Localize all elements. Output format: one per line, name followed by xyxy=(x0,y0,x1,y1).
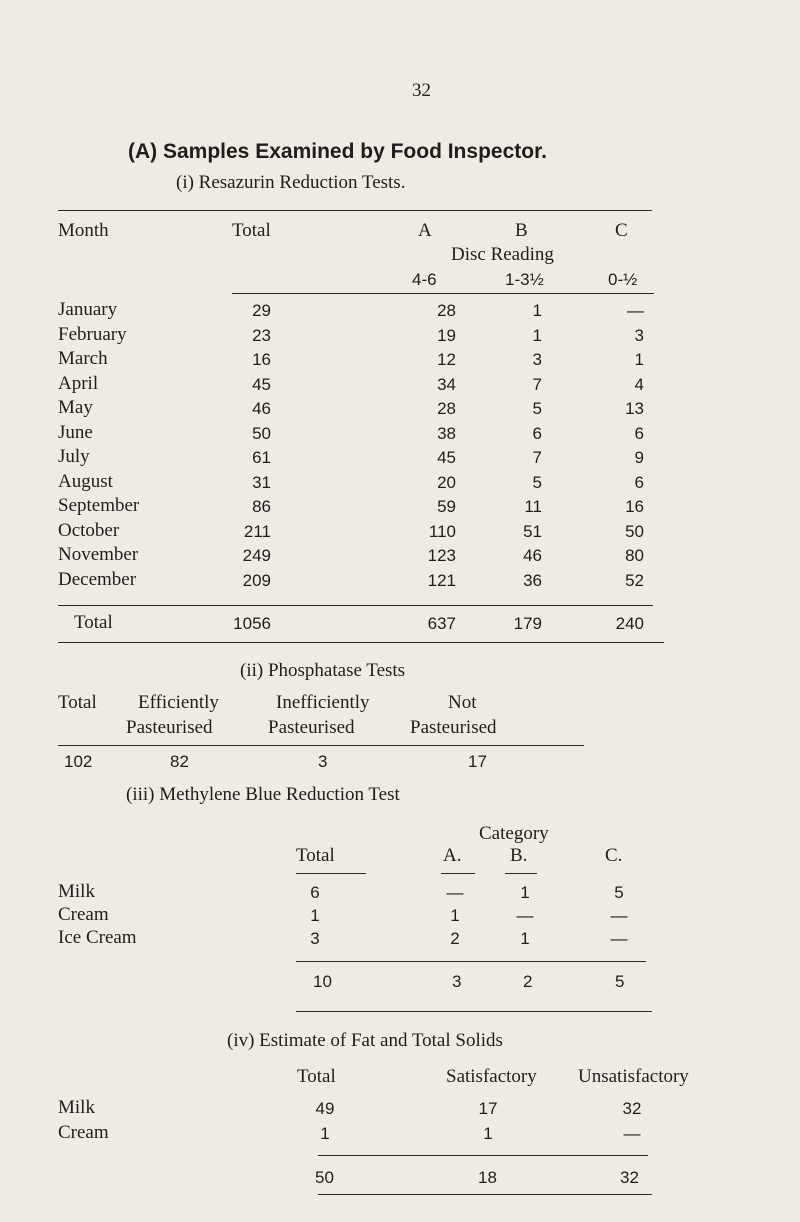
resazurin-title: (i) Resazurin Reduction Tests. xyxy=(176,172,406,193)
fat-unsat-cell: — xyxy=(623,1124,641,1143)
b-cell: 51 xyxy=(523,522,542,541)
mb-a-cell: 1 xyxy=(450,906,460,925)
fat-sat-cell: 1 xyxy=(483,1124,493,1143)
mb-row-label: Ice Cream xyxy=(58,927,137,948)
fat-total-unsat: 32 xyxy=(620,1168,639,1187)
methylene-title: (iii) Methylene Blue Reduction Test xyxy=(126,784,400,805)
total-cell: 45 xyxy=(252,375,271,394)
c-cell: 9 xyxy=(634,448,644,467)
a-cell: 110 xyxy=(428,522,456,541)
mb-total-cell: 6 xyxy=(310,883,320,902)
fat-total-cell: 49 xyxy=(315,1099,335,1118)
c-cell: — xyxy=(627,301,644,320)
mb-c-cell: 5 xyxy=(614,883,624,902)
a-header: A xyxy=(418,220,432,241)
fat-title: (iv) Estimate of Fat and Total Solids xyxy=(227,1030,503,1051)
a-cell: 34 xyxy=(437,375,456,394)
mb-c-cell: — xyxy=(610,929,628,948)
month-cell: November xyxy=(58,544,139,565)
b-cell: 3 xyxy=(532,350,542,369)
fat-row-label: Milk xyxy=(58,1097,95,1118)
a-cell: 45 xyxy=(437,448,456,467)
c-cell: 13 xyxy=(625,399,644,418)
month-cell: October xyxy=(58,520,120,541)
ph-not-header: Not xyxy=(448,692,477,713)
fat-total-top-rule xyxy=(318,1155,648,1156)
mb-a-header: A. xyxy=(443,845,462,866)
a-cell: 20 xyxy=(437,473,456,492)
total-cell: 23 xyxy=(252,326,271,345)
total-row-label: Total xyxy=(74,612,113,633)
a-cell: 59 xyxy=(437,497,456,516)
b-cell: 5 xyxy=(532,399,542,418)
ph-eff-value: 82 xyxy=(170,752,189,771)
mb-total-a: 3 xyxy=(452,972,462,991)
month-cell: August xyxy=(58,471,113,492)
a-cell: 28 xyxy=(437,301,456,320)
mb-row-label: Cream xyxy=(58,904,109,925)
total-cell: 86 xyxy=(252,497,271,516)
b-header: B xyxy=(515,220,528,241)
mb-total-header: Total xyxy=(296,845,335,866)
mb-b-header: B. xyxy=(510,845,528,866)
mb-b-cell: — xyxy=(516,906,534,925)
mb-total-rule xyxy=(296,873,366,874)
a-cell: 121 xyxy=(427,571,456,590)
b-cell: 7 xyxy=(532,375,542,394)
mb-a-cell: 2 xyxy=(450,929,460,948)
mb-a-cell: — xyxy=(446,883,464,902)
total-row-total: 1056 xyxy=(233,614,271,633)
c-header: C xyxy=(615,220,628,241)
a-cell: 123 xyxy=(427,546,456,565)
month-cell: June xyxy=(58,422,93,443)
month-cell: April xyxy=(58,373,99,394)
c-cell: 6 xyxy=(634,473,644,492)
total-cell: 31 xyxy=(252,473,271,492)
total-cell: 46 xyxy=(252,399,271,418)
ph-not-sub: Pasteurised xyxy=(410,717,497,738)
mb-total-b: 2 xyxy=(523,972,533,991)
b-cell: 11 xyxy=(524,497,542,516)
total-cell: 209 xyxy=(242,571,271,590)
month-cell: February xyxy=(58,324,127,345)
mb-total-cell: 3 xyxy=(310,929,320,948)
mb-c-cell: — xyxy=(610,906,628,925)
fat-total-sat: 18 xyxy=(478,1168,497,1187)
ph-total-value: 102 xyxy=(64,752,93,771)
total-top-rule xyxy=(58,605,653,606)
month-cell: December xyxy=(58,569,137,590)
ph-total-header: Total xyxy=(58,692,97,713)
b-cell: 7 xyxy=(532,448,542,467)
month-cell: March xyxy=(58,348,108,369)
mb-bottom-rule xyxy=(296,1011,652,1012)
a-cell: 19 xyxy=(437,326,456,345)
c-cell: 50 xyxy=(625,522,644,541)
fat-row-label: Cream xyxy=(58,1122,109,1143)
ph-not-value: 17 xyxy=(468,752,487,771)
mb-category-header: Category xyxy=(479,823,549,844)
total-cell: 211 xyxy=(243,522,271,541)
page-heading: (A) Samples Examined by Food Inspector. xyxy=(128,140,547,163)
c-cell: 52 xyxy=(625,571,644,590)
total-cell: 29 xyxy=(252,301,271,320)
disc-reading-header: Disc Reading xyxy=(451,244,554,265)
a-cell: 28 xyxy=(437,399,456,418)
b-range-header: 1-3½ xyxy=(505,270,544,289)
mb-c-header: C. xyxy=(605,845,623,866)
ph-efficiently-header: Efficiently xyxy=(138,692,219,713)
total-row-b: 179 xyxy=(513,614,542,633)
total-cell: 249 xyxy=(242,546,271,565)
fat-total-header: Total xyxy=(297,1066,336,1087)
b-cell: 5 xyxy=(532,473,542,492)
fat-unsat-cell: 32 xyxy=(622,1099,642,1118)
mb-total-top-rule xyxy=(296,961,646,962)
c-cell: 80 xyxy=(625,546,644,565)
mb-b-cell: 1 xyxy=(520,929,530,948)
total-cell: 16 xyxy=(252,350,271,369)
ph-inefficiently-header: Inefficiently xyxy=(276,692,370,713)
month-cell: May xyxy=(58,397,93,418)
total-row-c: 240 xyxy=(615,614,644,633)
fat-total-cell: 1 xyxy=(320,1124,330,1143)
c-cell: 16 xyxy=(625,497,644,516)
header-rule xyxy=(232,293,654,294)
mb-a-rule xyxy=(441,873,475,874)
b-cell: 6 xyxy=(532,424,542,443)
fat-bottom-rule xyxy=(318,1194,652,1195)
a-cell: 38 xyxy=(437,424,456,443)
total-cell: 61 xyxy=(252,448,271,467)
mb-row-label: Milk xyxy=(58,881,95,902)
c-cell: 6 xyxy=(634,424,644,443)
mb-b-cell: 1 xyxy=(520,883,530,902)
mb-total-cell: 1 xyxy=(310,906,320,925)
total-bottom-rule xyxy=(58,642,664,643)
b-cell: 36 xyxy=(523,571,542,590)
a-cell: 12 xyxy=(437,350,456,369)
month-cell: July xyxy=(58,446,90,467)
total-cell: 50 xyxy=(252,424,271,443)
mb-total-c: 5 xyxy=(615,972,625,991)
c-cell: 1 xyxy=(634,350,644,369)
month-header: Month xyxy=(58,220,109,241)
page-number: 32 xyxy=(412,80,431,101)
ph-ineff-value: 3 xyxy=(318,752,328,771)
b-cell: 1 xyxy=(532,301,542,320)
fat-total-total: 50 xyxy=(315,1168,334,1187)
month-cell: January xyxy=(58,299,118,320)
a-range-header: 4-6 xyxy=(412,270,437,289)
ph-inefficiently-sub: Pasteurised xyxy=(268,717,355,738)
mb-b-rule xyxy=(505,873,537,874)
fat-satisfactory-header: Satisfactory xyxy=(446,1066,537,1087)
mb-total-total: 10 xyxy=(313,972,332,991)
ph-rule xyxy=(58,745,584,746)
month-cell: September xyxy=(58,495,140,516)
b-cell: 46 xyxy=(523,546,542,565)
c-range-header: 0-½ xyxy=(608,270,638,289)
c-cell: 3 xyxy=(634,326,644,345)
ph-efficiently-sub: Pasteurised xyxy=(126,717,213,738)
total-row-a: 637 xyxy=(427,614,456,633)
b-cell: 1 xyxy=(532,326,542,345)
fat-unsatisfactory-header: Unsatisfactory xyxy=(578,1066,689,1087)
phosphatase-title: (ii) Phosphatase Tests xyxy=(240,660,406,681)
total-header: Total xyxy=(232,220,271,241)
c-cell: 4 xyxy=(634,375,644,394)
table-top-rule xyxy=(58,210,652,211)
fat-sat-cell: 17 xyxy=(478,1099,498,1118)
